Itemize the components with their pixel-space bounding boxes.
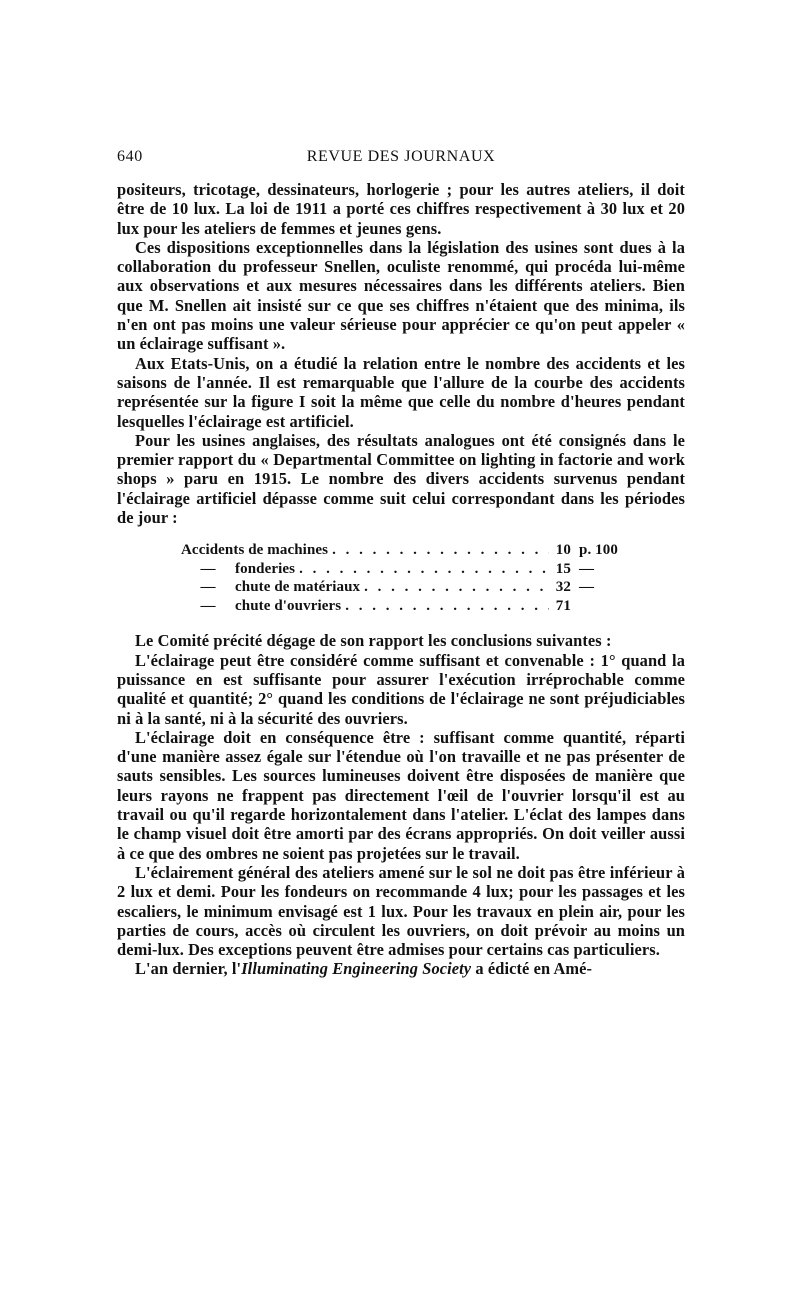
stat-label: fonderies — [235, 560, 296, 577]
paragraph-text: L'an dernier, l' — [135, 959, 242, 979]
paragraph: Le Comité précité dégage de son rapport les conclusions suivantes : — [135, 631, 612, 651]
ditto-dash: — — [200, 560, 216, 577]
leader-dots — [328, 541, 549, 560]
stat-row — [181, 597, 627, 616]
stat-unit: — — [579, 579, 595, 596]
leader-dots — [360, 578, 549, 597]
stat-row — [181, 578, 627, 597]
stat-unit: — — [579, 560, 595, 577]
paragraph: Aux Etats-Unis, on a étudié la relation entre le nombre des accidents et les saisons de l'année. Il est remarquable que l'allure de la courbe des accidents représentée sur la figure I soit la même que celle du nombre d'heures pendant lesquelles l'éclairage est artificiel. — [117, 353, 685, 431]
stat-value: 15 — [555, 560, 571, 577]
running-title: REVUE DES JOURNAUX — [306, 148, 496, 165]
page-number: 640 — [117, 148, 143, 165]
stat-row — [181, 560, 627, 579]
stat-row — [181, 541, 627, 560]
paragraph: L'éclairage peut être considéré comme suffisant et convenable : 1° quand la puissance en est suffisante pour assurer l'exécution irréprochable comme qualité et quantité; 2° quand les conditions de l'éclairage ne sont préjudiciables ni à la santé, ni à la sécurité des ouvriers. — [117, 650, 685, 728]
document-page — [117, 148, 685, 979]
stat-unit: p. 100 — [579, 542, 618, 559]
stat-value: 10 — [555, 542, 571, 559]
article-body — [117, 180, 685, 979]
accident-statistics-table — [181, 541, 627, 615]
stat-value: 32 — [555, 579, 571, 596]
paragraph: Ces dispositions exceptionnelles dans la législation des usines sont dues à la collaboration du professeur Snellen, oculiste renommé, qui procéda lui-même aux observations et aux mesures nécessaires dans les différents ateliers. Bien que M. Snellen ait insisté sur ce que ses chiffres n'étaient que des minima, ils n'en ont pas moins une valeur sérieuse pour apprécier ce qu'on peut appeler « un éclairage suffisant ». — [117, 237, 685, 354]
paragraph: L'éclairement général des ateliers amené sur le sol ne doit pas être inférieur à 2 lux et demi. Pour les fondeurs on recommande 4 lux; pour les passages et les escaliers, le minimum envisagé est 1 lux. Pour les travaux en plein air, pour les parties de cours, accès où circulent les ouvriers, on doit prévoir au moins un demi-lux. Des exceptions peuvent être admises pour certains cas particuliers. — [117, 862, 685, 960]
stat-value: 71 — [555, 597, 571, 614]
society-name: Illuminating Engineering Society — [241, 959, 472, 979]
ditto-dash: — — [200, 579, 216, 596]
paragraph: positeurs, tricotage, dessinateurs, horlogerie ; pour les autres ateliers, il doit être de 10 lux. La loi de 1911 a porté ces chiffres respectivement à 30 lux et 20 lux pour les ateliers de femmes et jeunes gens. — [117, 180, 685, 238]
leader-dots — [341, 597, 549, 616]
stat-label: chute d'ouvriers — [235, 597, 342, 614]
paragraph: L'éclairage doit en conséquence être : suffisant comme quantité, réparti d'une manière assez égale sur l'étendue où l'on travaille et ne pas présenter de sauts sensibles. Les sources lumineuses doivent être disposées de manière que leurs rayons ne frappent pas directement l'œil de l'ouvrier lorsqu'il est au travail ou qu'il regarde horizontalement dans l'atelier. L'éclat des lampes dans le champ visuel doit être amorti par des écrans appropriés. On doit veiller aussi à ce que des ombres ne soient pas projetées sur le travail. — [117, 727, 685, 863]
paragraph: Pour les usines anglaises, des résultats analogues ont été consignés dans le premier rapport du « Departmental Committee on lighting in factorie and work shops » paru en 1915. Le nombre des divers accidents survenus pendant l'éclairage artificiel dépasse comme suit celui correspondant dans les périodes de jour : — [117, 430, 685, 528]
ditto-dash: — — [200, 597, 216, 614]
paragraph — [117, 959, 685, 978]
stat-label: Accidents de machines — [181, 542, 329, 559]
paragraph-text: a édicté en Amé- — [471, 959, 593, 979]
leader-dots — [295, 560, 549, 579]
stat-label: chute de matériaux — [235, 579, 361, 596]
page-header — [117, 148, 685, 172]
